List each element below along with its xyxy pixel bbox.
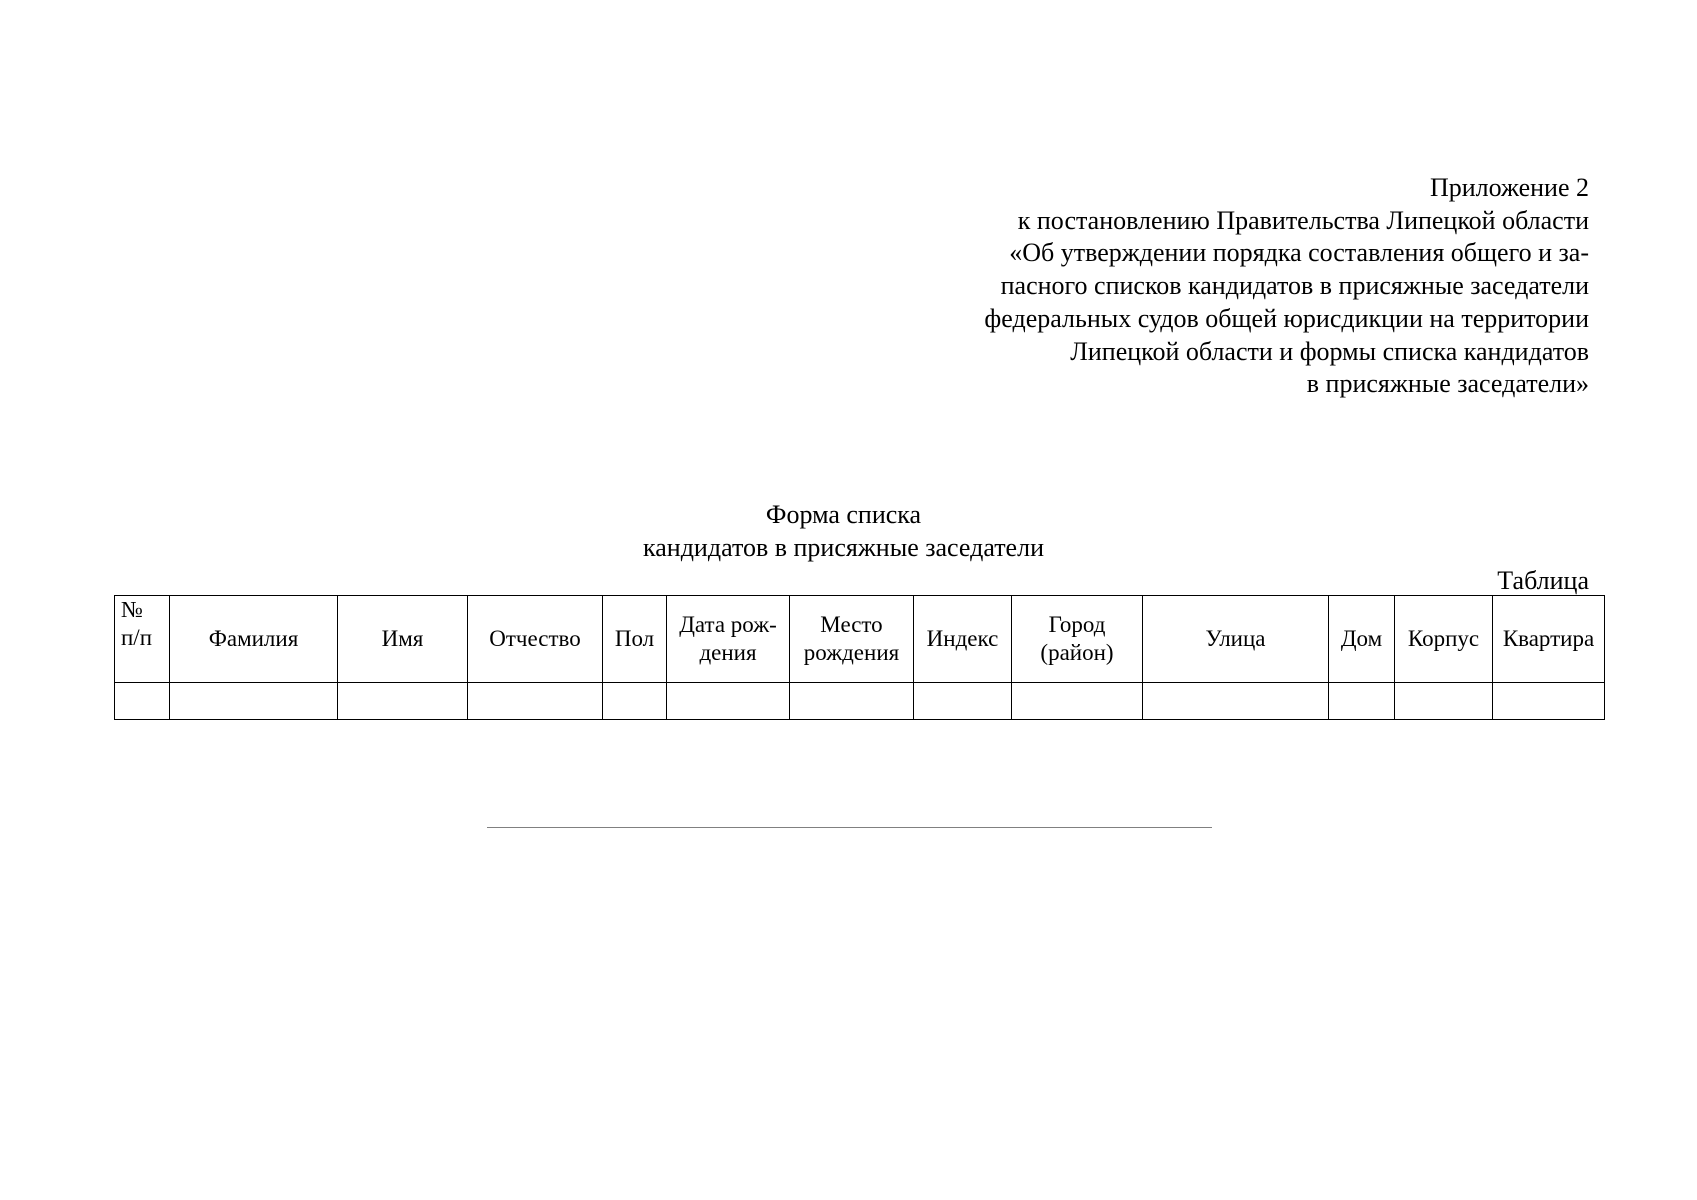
column-header-line: дения <box>699 640 757 665</box>
appendix-line: в присяжные заседатели» <box>1306 369 1589 399</box>
column-header-birth-date <box>667 596 790 683</box>
table-cell <box>1493 683 1605 720</box>
table-caption: Таблица <box>1497 566 1589 595</box>
column-header-postal-index: Индекс <box>914 596 1012 683</box>
table-cell <box>1329 683 1395 720</box>
column-header-surname: Фамилия <box>170 596 338 683</box>
table-cell <box>914 683 1012 720</box>
form-title <box>0 499 1697 564</box>
column-header-house: Дом <box>1329 596 1395 683</box>
table-cell <box>1012 683 1143 720</box>
table-cell <box>468 683 603 720</box>
table-header-row <box>115 596 1605 683</box>
form-title-line-2: кандидатов в присяжные заседатели <box>643 532 1044 562</box>
table-cell <box>1395 683 1493 720</box>
column-header-street: Улица <box>1143 596 1329 683</box>
column-header-line: рождения <box>803 640 900 665</box>
table-cell <box>115 683 170 720</box>
column-header-line: № <box>121 597 143 622</box>
column-header-first-name: Имя <box>338 596 468 683</box>
table-cell <box>1143 683 1329 720</box>
footer-divider <box>487 827 1212 828</box>
candidates-table <box>114 595 1605 720</box>
table-row <box>115 683 1605 720</box>
column-header-apartment: Квартира <box>1493 596 1605 683</box>
column-header-line: п/п <box>121 625 153 650</box>
table-cell <box>338 683 468 720</box>
form-title-line-1: Форма списка <box>765 500 922 529</box>
table-cell <box>667 683 790 720</box>
column-header-line: Дата рож- <box>679 612 777 637</box>
column-header-city <box>1012 596 1143 683</box>
column-header-number <box>115 596 170 683</box>
appendix-line: к постановлению Правительства Липецкой области <box>1017 205 1589 235</box>
appendix-line: федеральных судов общей юрисдикции на территории <box>984 303 1589 333</box>
column-header-birth-place <box>790 596 914 683</box>
appendix-line: «Об утверждении порядка составления общего и за- <box>1009 238 1589 268</box>
column-header-line: (район) <box>1040 640 1114 665</box>
table-cell <box>603 683 667 720</box>
appendix-header <box>889 172 1589 401</box>
appendix-line: Липецкой области и формы списка кандидатов <box>1070 336 1589 366</box>
table-cell <box>170 683 338 720</box>
table-cell <box>790 683 914 720</box>
column-header-line: Место <box>820 612 883 637</box>
column-header-sex: Пол <box>603 596 667 683</box>
appendix-line: Приложение 2 <box>1429 173 1589 202</box>
column-header-building: Корпус <box>1395 596 1493 683</box>
column-header-patronymic: Отчество <box>468 596 603 683</box>
column-header-line: Город <box>1048 612 1106 637</box>
appendix-line: пасного списков кандидатов в присяжные заседатели <box>1000 271 1589 301</box>
